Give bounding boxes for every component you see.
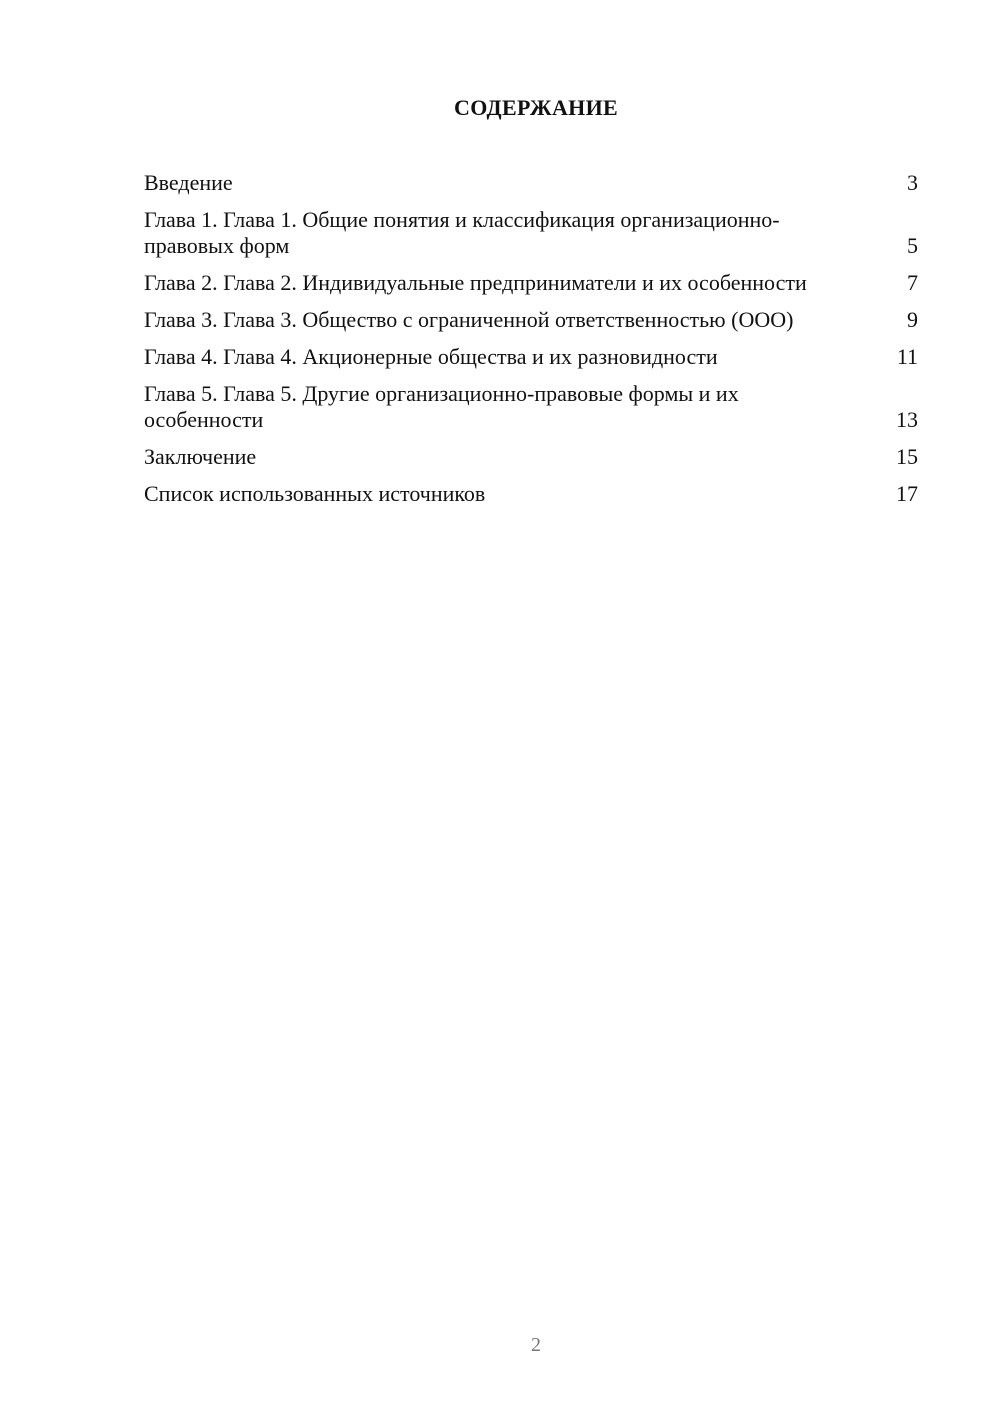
toc-entry-chapter-1[interactable]: [144, 207, 918, 259]
page-title: СОДЕРЖАНИЕ: [454, 95, 618, 120]
toc-entry-title: Заключение: [144, 444, 257, 469]
toc-entry-page: 15: [896, 444, 918, 469]
toc-entry-title: Глава 3. Глава 3. Общество с ограниченной ответственностью (ООО): [144, 307, 794, 332]
toc-entry-page: 17: [896, 481, 918, 506]
toc-entry-chapter-4[interactable]: [144, 344, 918, 370]
toc-entry-page: 3: [907, 170, 918, 195]
toc-entry-page: 5: [907, 233, 918, 258]
toc-entry-title: Глава 2. Глава 2. Индивидуальные предприниматели и их особенности: [144, 270, 807, 295]
toc-entry-introduction[interactable]: [144, 170, 918, 196]
toc-entry-chapter-5[interactable]: [144, 381, 918, 433]
page-number: 2: [531, 1334, 541, 1356]
toc-entry-chapter-2[interactable]: [144, 270, 918, 296]
toc-entry-title: Введение: [144, 170, 233, 195]
toc-entry-title: Глава 1. Глава 1. Общие понятия и классификация организационно-правовых форм: [144, 207, 780, 258]
toc-entry-page: 11: [896, 344, 918, 369]
toc-entry-page: 9: [907, 307, 918, 332]
toc-entry-references[interactable]: [144, 481, 918, 507]
toc-entry-title: Глава 4. Глава 4. Акционерные общества и их разновидности: [144, 344, 718, 369]
toc-entry-title: Список использованных источников: [144, 481, 486, 506]
toc-entry-page: 13: [896, 407, 918, 432]
toc-entry-chapter-3[interactable]: [144, 307, 918, 333]
toc-entry-title: Глава 5. Глава 5. Другие организационно-правовые формы и их особенности: [144, 381, 739, 432]
toc-entry-page: 7: [907, 270, 918, 295]
table-of-contents: [144, 170, 918, 518]
toc-entry-conclusion[interactable]: [144, 444, 918, 470]
